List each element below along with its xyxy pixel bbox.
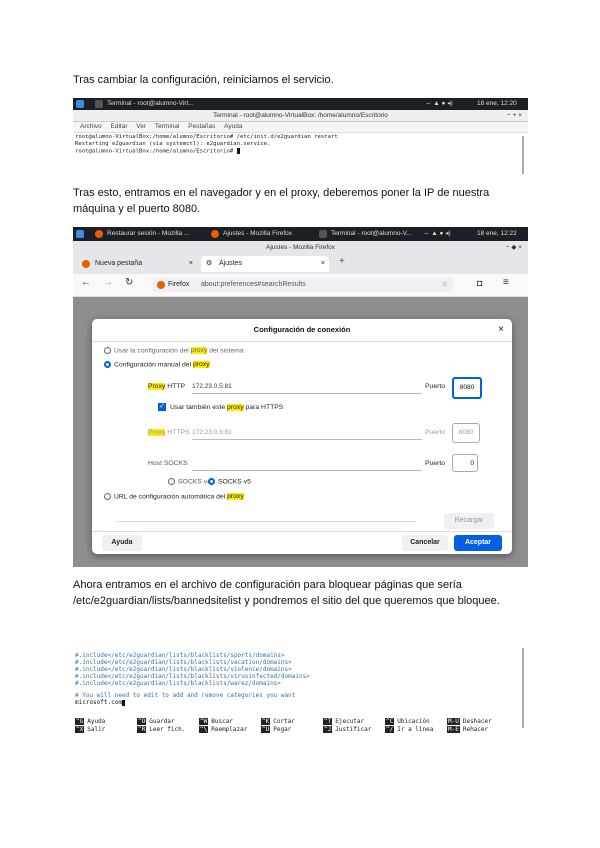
https-proxy-input[interactable]: 172.23.0.5:81 (192, 427, 422, 440)
highlight: proxy (190, 347, 208, 355)
http-proxy-input[interactable]: 172.23.0.5:81 (192, 381, 422, 394)
label: Usar también este (170, 403, 228, 411)
close-icon[interactable]: × (320, 260, 325, 267)
socks-port-label: Puerto (425, 460, 446, 467)
pocket-icon[interactable]: ◘ (477, 278, 483, 288)
shortcut-key: ^K (262, 718, 270, 725)
highlight: proxy (192, 361, 210, 369)
highlight: proxy (227, 493, 244, 501)
paragraph-browser: Tras esto, entramos en el navegador y en el proxy, deberemos poner la IP de nuestra máquina y el puerto 8080. (73, 187, 490, 215)
shortcut[interactable] (75, 718, 105, 725)
https-port-label: Puerto (425, 429, 446, 436)
tray-icons: ⇔ ▲ ● ◂) (425, 100, 453, 107)
shortcut[interactable] (323, 726, 371, 733)
label: Configuración manual del (114, 361, 193, 369)
radio-icon (104, 347, 111, 354)
http-proxy-label (148, 383, 185, 390)
firefox-icon (82, 260, 90, 268)
label: SOCKS v4 (178, 478, 211, 486)
taskbar-clock: 18 ene, 12:22 (477, 230, 517, 237)
checkmark-icon: ✓ (159, 403, 165, 410)
radio-selected-icon (208, 478, 215, 485)
shortcut-key: ^G (76, 718, 84, 725)
config-line: #.include</etc/e2guardian/lists/blacklists/virusinfected/domains> (75, 673, 310, 680)
window-controls[interactable]: − + × (507, 112, 522, 119)
highlight: Proxy (148, 429, 166, 436)
menu-ayuda[interactable]: Ayuda (224, 123, 243, 130)
shortcut-label: Reemplazar (211, 726, 248, 733)
shortcut[interactable] (199, 726, 247, 733)
menubar (73, 122, 528, 133)
shortcut-label: Guardar (149, 718, 175, 725)
highlight: proxy (227, 403, 244, 411)
radio-socks-v4[interactable] (168, 478, 211, 485)
shortcut-label: Justificar (335, 726, 372, 733)
help-button[interactable]: Ayuda (102, 535, 142, 551)
shortcut[interactable] (75, 726, 105, 733)
tab-settings[interactable] (201, 256, 329, 272)
tab-new[interactable] (77, 256, 197, 272)
dialog-title (92, 319, 512, 342)
menu-terminal[interactable]: Terminal (154, 123, 180, 130)
bookmark-star-icon[interactable]: ☆ (441, 281, 448, 288)
shortcut-key: ^X (76, 726, 84, 733)
reload-button[interactable]: ↻ (125, 277, 134, 288)
shortcut-label: Ubicación (397, 718, 430, 725)
label: del (179, 347, 191, 355)
radio-icon (168, 478, 175, 485)
highlight: Proxy (148, 383, 166, 390)
auto-proxy-url-input[interactable] (116, 509, 416, 522)
socks-host-label: Host SOCKS (148, 460, 188, 467)
scrollbar[interactable] (522, 648, 524, 728)
radio-selected-icon (104, 361, 111, 368)
url-bar[interactable] (153, 278, 453, 292)
text-cursor (237, 148, 240, 154)
accept-button[interactable]: Aceptar (454, 535, 502, 551)
blocked-site: microsoft.com (75, 699, 122, 706)
https-checkbox[interactable] (158, 403, 283, 411)
forward-button[interactable]: → (103, 277, 113, 288)
terminal-prompt[interactable] (75, 148, 240, 156)
taskbar-clock: 18 ene, 12:20 (477, 100, 517, 107)
shortcut-label: Ir a línea (397, 726, 434, 733)
menu-pestanas[interactable]: Pestañas (188, 123, 216, 130)
shortcut-label: Cortar (273, 718, 295, 725)
shortcut[interactable] (447, 718, 492, 725)
firefox-screenshot (73, 227, 528, 567)
shortcut-key: ^O (138, 718, 146, 725)
shortcut-label: Ayuda (87, 718, 106, 725)
window-title: Ajustes - Mozilla Firefox (266, 244, 335, 251)
config-line: #.include</etc/e2guardian/lists/blacklists/sports/domains> (75, 652, 285, 659)
url-text: about:preferences#searchResults (201, 281, 306, 288)
http-port-input[interactable]: 8080 (452, 377, 482, 399)
connection-settings-dialog (92, 319, 512, 554)
radio-manual-proxy[interactable] (104, 361, 210, 368)
paragraph-config: Ahora entramos en el archivo de configuración para bloquear páginas que sería /etc/e2guardian/lists/bannedsitelist y pondremos el sitio del que queremos que bloquee. (73, 579, 500, 607)
blocked-site-line[interactable] (75, 699, 125, 706)
menu-ver[interactable]: Ver (136, 123, 147, 130)
close-icon[interactable]: × (498, 324, 504, 335)
taskbar-app[interactable]: Terminal - root@alumno-Virt... (107, 100, 194, 107)
terminal-line: root@alumno-VirtualBox:/home/alumno/Escritorio# /etc/init.d/e2guardian restart (75, 134, 338, 140)
menu-editar[interactable]: Editar (110, 123, 128, 130)
shortcut-key: ^R (138, 726, 146, 733)
terminal-line: root@alumno-VirtualBox:/home/alumno/Escritorio# (75, 148, 237, 155)
scrollbar[interactable] (522, 136, 524, 174)
label: del sistema (207, 347, 244, 355)
shortcut[interactable] (385, 726, 433, 733)
window-titlebar (73, 110, 528, 122)
window-title: Terminal - root@alumno-VirtualBox: /home/alumno/Escritorio (213, 112, 388, 119)
shortcut-key: ^J (324, 726, 332, 733)
shortcut[interactable] (261, 718, 295, 725)
menu-archivo[interactable]: Archivo (80, 123, 102, 130)
window-controls[interactable]: − ◆ × (505, 244, 522, 251)
shortcut-label: Buscar (211, 718, 233, 725)
shortcut[interactable] (137, 718, 175, 725)
label: URL de configuración automática del (114, 493, 228, 501)
radio-system-proxy[interactable] (104, 347, 244, 354)
tab-strip (73, 254, 528, 274)
radio-icon (104, 493, 111, 500)
close-icon[interactable]: × (188, 260, 193, 267)
https-port-input[interactable]: 8080 (452, 423, 480, 443)
terminal-icon (319, 230, 327, 238)
firefox-icon (211, 230, 219, 238)
text-cursor (122, 700, 125, 706)
hamburger-menu-icon[interactable]: ≡ (503, 277, 509, 288)
shortcut[interactable] (447, 726, 488, 733)
window-titlebar (73, 241, 528, 254)
label: HTTP (165, 383, 186, 390)
shortcut-label: Salir (87, 726, 106, 733)
new-tab-button[interactable]: + (339, 256, 345, 267)
shortcut[interactable] (137, 726, 185, 733)
nano-screenshot (73, 646, 528, 746)
tab-label: Ajustes (219, 260, 242, 267)
config-comment: # You will need to edit to add and remove categories you want (75, 692, 296, 699)
shortcut-key: ^/ (386, 726, 394, 733)
config-line: #.include</etc/e2guardian/lists/blacklists/warez/domains> (75, 680, 281, 687)
https-proxy-label (148, 429, 190, 436)
taskbar-item[interactable]: Ajustes - Mozilla Firefox (223, 230, 292, 237)
tab-label: Nueva pestaña (95, 260, 143, 267)
divider (92, 531, 512, 532)
shortcut-key: ^T (324, 718, 332, 725)
shortcut-label: Deshacer (462, 718, 492, 725)
cancel-button[interactable]: Cancelar (402, 535, 448, 551)
socks-port-input[interactable]: 0 (452, 454, 478, 472)
shortcut[interactable] (199, 718, 233, 725)
terminal-line: Restarting e2guardian (via systemctl): e2guardian.service. (75, 141, 271, 147)
label: para HTTPS (243, 403, 284, 411)
radio-auto-proxy[interactable] (104, 493, 244, 500)
config-line: #.include</etc/e2guardian/lists/blacklists/violence/domains> (75, 666, 292, 673)
shortcut-key: ^C (386, 718, 394, 725)
shortcut[interactable] (385, 718, 430, 725)
radio-socks-v5[interactable] (208, 478, 251, 485)
shortcut-label: Rehacer (462, 726, 489, 733)
shortcut-label: Leer fich. (149, 726, 186, 733)
shortcut-key: ^U (262, 726, 270, 733)
shortcut[interactable] (261, 726, 291, 733)
nav-toolbar (73, 274, 528, 297)
taskbar (73, 227, 528, 241)
label: SOCKS v5 (218, 478, 251, 486)
reload-config-button[interactable]: Recargar (444, 513, 494, 529)
terminal-icon (95, 100, 103, 108)
taskbar (73, 98, 528, 110)
config-line: #.include</etc/e2guardian/lists/blacklists/vacation/domains> (75, 659, 292, 666)
paragraph-restart: Tras cambiar la configuración, reiniciamos el servicio. (73, 74, 334, 86)
shortcut-label: Pegar (273, 726, 292, 733)
terminal-screenshot (73, 98, 528, 178)
taskbar-item[interactable]: Terminal - root@alumno-V... (331, 230, 412, 237)
label: HTTPS (165, 429, 190, 436)
gear-icon: ⚙ (206, 260, 213, 267)
back-button[interactable]: ← (81, 277, 91, 288)
firefox-icon (95, 230, 103, 238)
firefox-icon (157, 281, 165, 289)
menu-icon[interactable] (76, 230, 84, 238)
shortcut-key: M-U (448, 718, 459, 725)
http-port-label: Puerto (425, 383, 446, 390)
taskbar-item[interactable]: Restaurar sesión - Mozilla ... (107, 230, 190, 237)
shortcut[interactable] (323, 718, 364, 725)
url-brand: Firefox (168, 281, 190, 288)
shortcut-label: Ejecutar (335, 718, 365, 725)
menu-icon[interactable] (76, 100, 84, 108)
shortcut-key: ^W (200, 718, 208, 725)
dialog-title-text: Configuración de conexión (253, 325, 351, 334)
socks-host-input[interactable] (192, 458, 422, 471)
shortcut-key: M-E (448, 726, 459, 733)
shortcut-key: ^\ (200, 726, 208, 733)
label: Usar la configuración (114, 347, 180, 355)
tray-icons: ⇔ ▲ ● ◂) (423, 230, 451, 237)
